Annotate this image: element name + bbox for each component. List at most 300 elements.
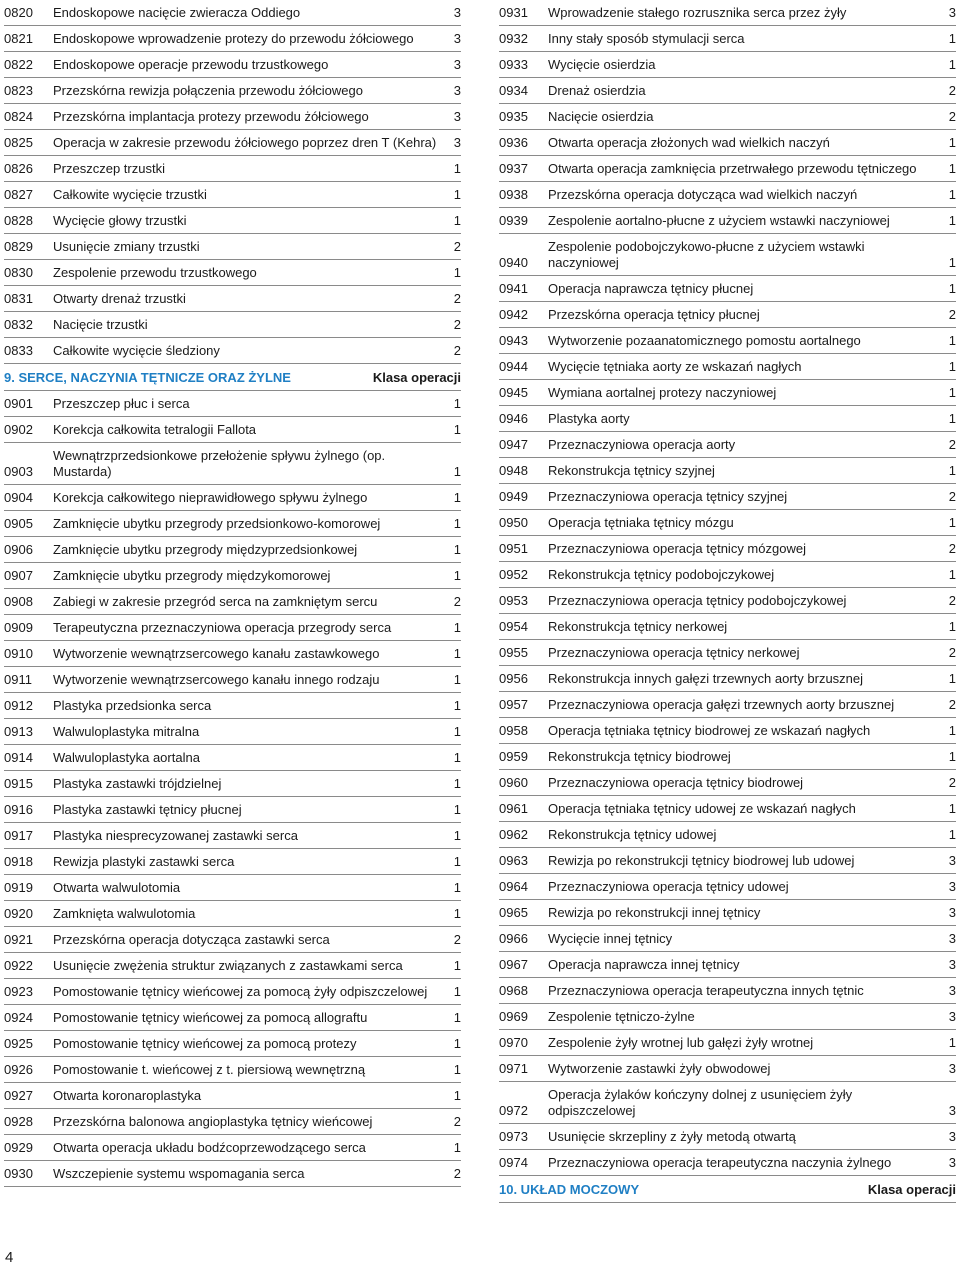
operation-class: 2	[948, 645, 956, 660]
operation-class: 1	[453, 672, 461, 687]
procedure-list-section-9	[4, 391, 461, 1187]
procedure-name: Operacja naprawcza innej tętnicy	[548, 957, 740, 972]
section-title: 9. SERCE, NACZYNIA TĘTNICZE ORAZ ŻYLNE	[4, 370, 291, 385]
table-row	[499, 52, 956, 78]
operation-class: 1	[453, 213, 461, 228]
procedure-name: Rewizja po rekonstrukcji innej tętnicy	[548, 905, 761, 920]
table-row	[499, 380, 956, 406]
procedure-code: 0974	[499, 1155, 528, 1170]
table-row	[4, 797, 461, 823]
procedure-code: 0904	[4, 490, 33, 505]
procedure-code: 0932	[499, 31, 528, 46]
table-row	[4, 417, 461, 443]
procedure-code: 0907	[4, 568, 33, 583]
procedure-code: 0949	[499, 489, 528, 504]
procedure-name: Wszczepienie systemu wspomagania serca	[53, 1166, 305, 1181]
table-row	[499, 640, 956, 666]
operation-class: 1	[948, 749, 956, 764]
procedure-code: 0939	[499, 213, 528, 228]
procedure-code: 0831	[4, 291, 33, 306]
table-row	[4, 641, 461, 667]
procedure-name: Terapeutyczna przeznaczyniowa operacja przegrody serca	[53, 620, 392, 635]
procedure-name: Przezskórna balonowa angioplastyka tętnicy wieńcowej	[53, 1114, 373, 1129]
operation-class: 1	[453, 161, 461, 176]
table-row	[4, 719, 461, 745]
procedure-code: 0928	[4, 1114, 33, 1129]
procedure-name: Wprowadzenie stałego rozrusznika serca przez żyły	[548, 5, 847, 20]
table-row	[499, 104, 956, 130]
operation-class: 1	[453, 828, 461, 843]
operation-class: 1	[948, 255, 956, 270]
procedure-code: 0826	[4, 161, 33, 176]
procedure-name: Zespolenie podobojczykowo-płucne z użyciem wstawki naczyniowej	[548, 239, 865, 270]
procedure-name: Przeznaczyniowa operacja aorty	[548, 437, 736, 452]
operation-class: 1	[453, 1010, 461, 1025]
procedure-code: 0960	[499, 775, 528, 790]
procedure-name: Zespolenie aortalno-płucne z użyciem wstawki naczyniowej	[548, 213, 890, 228]
procedure-name: Przeznaczyniowa operacja gałęzi trzewnych aorty brzusznej	[548, 697, 895, 712]
operation-class: 3	[948, 853, 956, 868]
procedure-name: Rekonstrukcja tętnicy nerkowej	[548, 619, 728, 634]
operation-class: 1	[453, 880, 461, 895]
table-row	[4, 1161, 461, 1187]
procedure-name: Otwarta operacja złożonych wad wielkich naczyń	[548, 135, 830, 150]
procedure-name: Pomostowanie tętnicy wieńcowej za pomocą żyły odpiszczelowej	[53, 984, 428, 999]
procedure-code: 0927	[4, 1088, 33, 1103]
table-row	[4, 927, 461, 953]
procedure-name: Endoskopowe wprowadzenie protezy do przewodu żółciowego	[53, 31, 414, 46]
operation-class: 1	[453, 724, 461, 739]
procedure-name: Walwuloplastyka mitralna	[53, 724, 200, 739]
procedure-code: 0926	[4, 1062, 33, 1077]
table-row	[499, 562, 956, 588]
procedure-name: Otwarta koronaroplastyka	[53, 1088, 202, 1103]
procedure-name: Pomostowanie tętnicy wieńcowej za pomocą allograftu	[53, 1010, 368, 1025]
procedure-code: 0822	[4, 57, 33, 72]
procedure-code: 0955	[499, 645, 528, 660]
operation-class: 1	[453, 1088, 461, 1103]
table-row	[499, 78, 956, 104]
procedure-code: 0908	[4, 594, 33, 609]
table-row	[4, 953, 461, 979]
procedure-name: Przeznaczyniowa operacja tętnicy biodrowej	[548, 775, 804, 790]
table-row	[499, 406, 956, 432]
procedure-name: Wymiana aortalnej protezy naczyniowej	[548, 385, 777, 400]
procedure-name: Całkowite wycięcie śledziony	[53, 343, 220, 358]
procedure-code: 0964	[499, 879, 528, 894]
operation-class: 1	[948, 161, 956, 176]
table-row	[499, 588, 956, 614]
table-row	[499, 952, 956, 978]
procedure-name: Całkowite wycięcie trzustki	[53, 187, 207, 202]
table-row	[499, 182, 956, 208]
table-row	[4, 234, 461, 260]
procedure-code: 0941	[499, 281, 528, 296]
procedure-code: 0821	[4, 31, 33, 46]
procedure-code: 0965	[499, 905, 528, 920]
table-row	[4, 771, 461, 797]
operation-class: 1	[948, 359, 956, 374]
procedure-code: 0934	[499, 83, 528, 98]
operation-class: 3	[453, 109, 461, 124]
procedure-name: Operacja w zakresie przewodu żółciowego poprzez dren T (Kehra)	[53, 135, 437, 150]
procedure-name: Nacięcie osierdzia	[548, 109, 654, 124]
procedure-code: 0931	[499, 5, 528, 20]
operation-class: 2	[948, 775, 956, 790]
procedure-name: Rekonstrukcja innych gałęzi trzewnych aorty brzusznej	[548, 671, 864, 686]
procedure-name: Przezskórna operacja dotycząca wad wielkich naczyń	[548, 187, 858, 202]
left-column	[4, 0, 461, 1187]
table-row	[4, 208, 461, 234]
procedure-name: Operacja tętniaka tętnicy mózgu	[548, 515, 734, 530]
procedure-code: 0911	[4, 672, 32, 687]
table-row	[4, 849, 461, 875]
procedure-code: 0902	[4, 422, 33, 437]
procedure-name: Wycięcie osierdzia	[548, 57, 656, 72]
table-row	[4, 391, 461, 417]
procedure-name: Plastyka niesprecyzowanej zastawki serca	[53, 828, 298, 843]
procedure-code: 0945	[499, 385, 528, 400]
procedure-name: Usunięcie skrzepliny z żyły metodą otwartą	[548, 1129, 796, 1144]
procedure-name: Operacja naprawcza tętnicy płucnej	[548, 281, 754, 296]
procedure-code: 0906	[4, 542, 33, 557]
procedure-code: 0956	[499, 671, 528, 686]
procedure-name: Walwuloplastyka aortalna	[53, 750, 200, 765]
operation-class: 2	[948, 83, 956, 98]
procedure-name: Endoskopowe operacje przewodu trzustkowego	[53, 57, 329, 72]
procedure-code: 0967	[499, 957, 528, 972]
procedure-name: Zabiegi w zakresie przegród serca na zamkniętym sercu	[53, 594, 378, 609]
operation-class: 3	[948, 905, 956, 920]
procedure-code: 0833	[4, 343, 33, 358]
table-row	[4, 182, 461, 208]
operation-class: 1	[453, 516, 461, 531]
procedure-code: 0971	[499, 1061, 528, 1076]
operation-class: 2	[948, 109, 956, 124]
procedure-name: Przeznaczyniowa operacja tętnicy udowej	[548, 879, 789, 894]
procedure-code: 0966	[499, 931, 528, 946]
procedure-code: 0944	[499, 359, 528, 374]
operation-class: 2	[453, 1114, 461, 1129]
operation-class: 1	[453, 698, 461, 713]
procedure-code: 0950	[499, 515, 528, 530]
operation-class: 2	[948, 307, 956, 322]
operation-class: 3	[453, 83, 461, 98]
operation-class: 1	[453, 906, 461, 921]
operation-class: 3	[453, 5, 461, 20]
class-column-header: Klasa operacji	[372, 370, 461, 385]
operation-class: 2	[453, 1166, 461, 1181]
procedure-name: Korekcja całkowita tetralogii Fallota	[53, 422, 257, 437]
table-row	[499, 484, 956, 510]
procedure-name: Przeznaczyniowa operacja terapeutyczna innych tętnic	[548, 983, 864, 998]
procedure-name: Przeszczep trzustki	[53, 161, 165, 176]
operation-class: 1	[453, 750, 461, 765]
table-row	[4, 979, 461, 1005]
procedure-name: Przeznaczyniowa operacja terapeutyczna naczynia żylnego	[548, 1155, 892, 1170]
table-row	[4, 260, 461, 286]
operation-class: 2	[948, 437, 956, 452]
procedure-name: Przeznaczyniowa operacja tętnicy nerkowej	[548, 645, 800, 660]
operation-class: 1	[453, 187, 461, 202]
operation-class: 1	[948, 187, 956, 202]
table-row	[4, 1005, 461, 1031]
table-row	[4, 156, 461, 182]
operation-class: 1	[948, 801, 956, 816]
table-row	[4, 78, 461, 104]
table-row	[499, 328, 956, 354]
table-row	[499, 1082, 956, 1124]
table-row	[4, 286, 461, 312]
procedure-code: 0901	[4, 396, 33, 411]
table-row	[499, 130, 956, 156]
procedure-code: 0947	[499, 437, 528, 452]
table-row	[4, 901, 461, 927]
procedure-code: 0957	[499, 697, 528, 712]
procedure-name: Rekonstrukcja tętnicy biodrowej	[548, 749, 731, 764]
class-column-header: Klasa operacji	[867, 1182, 956, 1197]
procedure-name: Usunięcie zmiany trzustki	[53, 239, 200, 254]
procedure-name: Pomostowanie tętnicy wieńcowej za pomocą protezy	[53, 1036, 357, 1051]
operation-class: 1	[453, 1036, 461, 1051]
table-row	[499, 926, 956, 952]
table-row	[499, 1030, 956, 1056]
procedure-code: 0905	[4, 516, 33, 531]
procedure-code: 0823	[4, 83, 33, 98]
procedure-name: Otwarta operacja zamknięcia przetrwałego przewodu tętniczego	[548, 161, 917, 176]
section-header-9	[4, 364, 461, 391]
section-header-10	[499, 1176, 956, 1203]
procedure-code: 0961	[499, 801, 528, 816]
procedure-code: 0954	[499, 619, 528, 634]
table-row	[4, 511, 461, 537]
operation-class: 2	[948, 593, 956, 608]
operation-class: 3	[948, 1009, 956, 1024]
procedure-code: 0919	[4, 880, 33, 895]
procedure-code: 0827	[4, 187, 33, 202]
operation-class: 3	[948, 1061, 956, 1076]
table-row	[4, 745, 461, 771]
procedure-code: 0910	[4, 646, 33, 661]
procedure-name: Inny stały sposób stymulacji serca	[548, 31, 745, 46]
operation-class: 1	[948, 385, 956, 400]
procedure-code: 0952	[499, 567, 528, 582]
table-row	[4, 1083, 461, 1109]
table-row	[4, 338, 461, 364]
procedure-code: 0916	[4, 802, 33, 817]
operation-class: 1	[948, 213, 956, 228]
procedure-name: Przezskórna operacja dotycząca zastawki serca	[53, 932, 330, 947]
operation-class: 3	[453, 31, 461, 46]
operation-class: 1	[453, 854, 461, 869]
procedure-code: 0948	[499, 463, 528, 478]
procedure-code: 0914	[4, 750, 33, 765]
procedure-code: 0929	[4, 1140, 33, 1155]
procedure-name: Operacja żylaków kończyny dolnej z usunięciem żyły odpiszczelowej	[548, 1087, 853, 1118]
table-row	[4, 537, 461, 563]
operation-class: 3	[948, 879, 956, 894]
procedure-name: Zespolenie żyły wrotnej lub gałęzi żyły wrotnej	[548, 1035, 814, 1050]
procedure-code: 0923	[4, 984, 33, 999]
operation-class: 1	[948, 333, 956, 348]
table-row	[499, 822, 956, 848]
section-title: 10. UKŁAD MOCZOWY	[499, 1182, 640, 1197]
procedure-code: 0917	[4, 828, 33, 843]
table-row	[4, 615, 461, 641]
page-number: 4	[5, 1249, 14, 1266]
table-row	[4, 130, 461, 156]
table-row	[4, 589, 461, 615]
procedure-name: Drenaż osierdzia	[548, 83, 646, 98]
procedure-name: Wytworzenie pozaanatomicznego pomostu aortalnego	[548, 333, 861, 348]
procedure-name: Przezskórna operacja tętnicy płucnej	[548, 307, 760, 322]
procedure-code: 0828	[4, 213, 33, 228]
procedure-code: 0912	[4, 698, 33, 713]
operation-class: 1	[948, 723, 956, 738]
procedure-code: 0820	[4, 5, 33, 20]
procedure-code: 0903	[4, 464, 33, 479]
operation-class: 1	[948, 515, 956, 530]
procedure-name: Wewnątrzprzedsionkowe przełożenie spływu żylnego (op. Mustarda)	[53, 448, 386, 479]
procedure-code: 0915	[4, 776, 33, 791]
operation-class: 1	[453, 1062, 461, 1077]
table-row	[4, 485, 461, 511]
operation-class: 1	[948, 463, 956, 478]
procedure-name: Wycięcie głowy trzustki	[53, 213, 187, 228]
procedure-name: Przezskórna implantacja protezy przewodu żółciowego	[53, 109, 369, 124]
procedure-code: 0832	[4, 317, 33, 332]
table-row	[4, 875, 461, 901]
table-row	[499, 26, 956, 52]
table-row	[499, 536, 956, 562]
operation-class: 1	[948, 135, 956, 150]
operation-class: 2	[453, 239, 461, 254]
procedure-name: Plastyka zastawki tętnicy płucnej	[53, 802, 242, 817]
procedure-code: 0938	[499, 187, 528, 202]
procedure-code: 0913	[4, 724, 33, 739]
table-row	[4, 52, 461, 78]
procedure-name: Przeznaczyniowa operacja tętnicy podobojczykowej	[548, 593, 847, 608]
operation-class: 1	[948, 31, 956, 46]
procedure-name: Przeznaczyniowa operacja tętnicy szyjnej	[548, 489, 788, 504]
operation-class: 1	[948, 57, 956, 72]
procedure-code: 0921	[4, 932, 33, 947]
procedure-name: Operacja tętniaka tętnicy biodrowej ze wskazań nagłych	[548, 723, 871, 738]
operation-class: 2	[948, 541, 956, 556]
procedure-code: 0942	[499, 307, 528, 322]
operation-class: 1	[453, 422, 461, 437]
operation-class: 3	[453, 135, 461, 150]
table-row	[4, 667, 461, 693]
table-row	[499, 874, 956, 900]
table-row	[4, 823, 461, 849]
table-row	[499, 744, 956, 770]
table-row	[499, 848, 956, 874]
procedure-name: Korekcja całkowitego nieprawidłowego spływu żylnego	[53, 490, 368, 505]
procedure-name: Plastyka aorty	[548, 411, 630, 426]
table-row	[499, 156, 956, 182]
procedure-name: Rekonstrukcja tętnicy szyjnej	[548, 463, 715, 478]
procedure-code: 0946	[499, 411, 528, 426]
procedure-name: Zamknięta walwulotomia	[53, 906, 196, 921]
procedure-code: 0909	[4, 620, 33, 635]
table-row	[499, 1004, 956, 1030]
procedure-name: Rekonstrukcja tętnicy udowej	[548, 827, 717, 842]
table-row	[4, 693, 461, 719]
operation-class: 3	[948, 1103, 956, 1118]
table-row	[499, 302, 956, 328]
procedure-name: Otwarta walwulotomia	[53, 880, 181, 895]
table-row	[4, 1057, 461, 1083]
procedure-name: Wytworzenie wewnątrzsercowego kanału zastawkowego	[53, 646, 380, 661]
operation-class: 2	[453, 932, 461, 947]
operation-class: 1	[948, 619, 956, 634]
procedure-name: Wycięcie tętniaka aorty ze wskazań nagłych	[548, 359, 802, 374]
table-row	[4, 104, 461, 130]
procedure-name: Przeszczep płuc i serca	[53, 396, 190, 411]
table-row	[499, 1150, 956, 1176]
procedure-name: Zamknięcie ubytku przegrody międzykomorowej	[53, 568, 331, 583]
table-row	[499, 770, 956, 796]
table-row	[4, 1031, 461, 1057]
table-row	[499, 796, 956, 822]
procedure-name: Zamknięcie ubytku przegrody przedsionkowo-komorowej	[53, 516, 381, 531]
table-row	[499, 692, 956, 718]
operation-class: 3	[948, 983, 956, 998]
procedure-name: Zespolenie tętniczo-żylne	[548, 1009, 695, 1024]
operation-class: 1	[453, 958, 461, 973]
operation-class: 2	[948, 697, 956, 712]
table-row	[499, 900, 956, 926]
table-row	[499, 510, 956, 536]
procedure-name: Rewizja po rekonstrukcji tętnicy biodrowej lub udowej	[548, 853, 855, 868]
procedure-name: Zamknięcie ubytku przegrody międzyprzedsionkowej	[53, 542, 358, 557]
table-row	[499, 208, 956, 234]
operation-class: 1	[453, 776, 461, 791]
operation-class: 3	[453, 57, 461, 72]
table-row	[499, 276, 956, 302]
operation-class: 1	[453, 646, 461, 661]
procedure-code: 0829	[4, 239, 33, 254]
procedure-code: 0958	[499, 723, 528, 738]
procedure-code: 0936	[499, 135, 528, 150]
operation-class: 1	[948, 411, 956, 426]
procedure-code: 0959	[499, 749, 528, 764]
operation-class: 2	[453, 291, 461, 306]
operation-class: 1	[948, 567, 956, 582]
operation-class: 1	[453, 542, 461, 557]
operation-class: 3	[948, 1129, 956, 1144]
operation-class: 1	[453, 464, 461, 479]
procedure-code: 0830	[4, 265, 33, 280]
procedure-name: Endoskopowe nacięcie zwieracza Oddiego	[53, 5, 301, 20]
procedure-name: Nacięcie trzustki	[53, 317, 148, 332]
table-row	[499, 234, 956, 276]
table-row	[499, 718, 956, 744]
table-row	[4, 0, 461, 26]
procedure-name: Otwarta operacja układu bodźcoprzewodzącego serca	[53, 1140, 366, 1155]
procedure-list-section-9-continued	[499, 0, 956, 1176]
table-row	[499, 432, 956, 458]
procedure-code: 0973	[499, 1129, 528, 1144]
procedure-code: 0825	[4, 135, 33, 150]
procedure-name: Plastyka zastawki trójdzielnej	[53, 776, 222, 791]
operation-class: 3	[948, 1155, 956, 1170]
operation-class: 1	[453, 1140, 461, 1155]
table-row	[499, 354, 956, 380]
table-row	[499, 1124, 956, 1150]
right-column	[499, 0, 956, 1203]
